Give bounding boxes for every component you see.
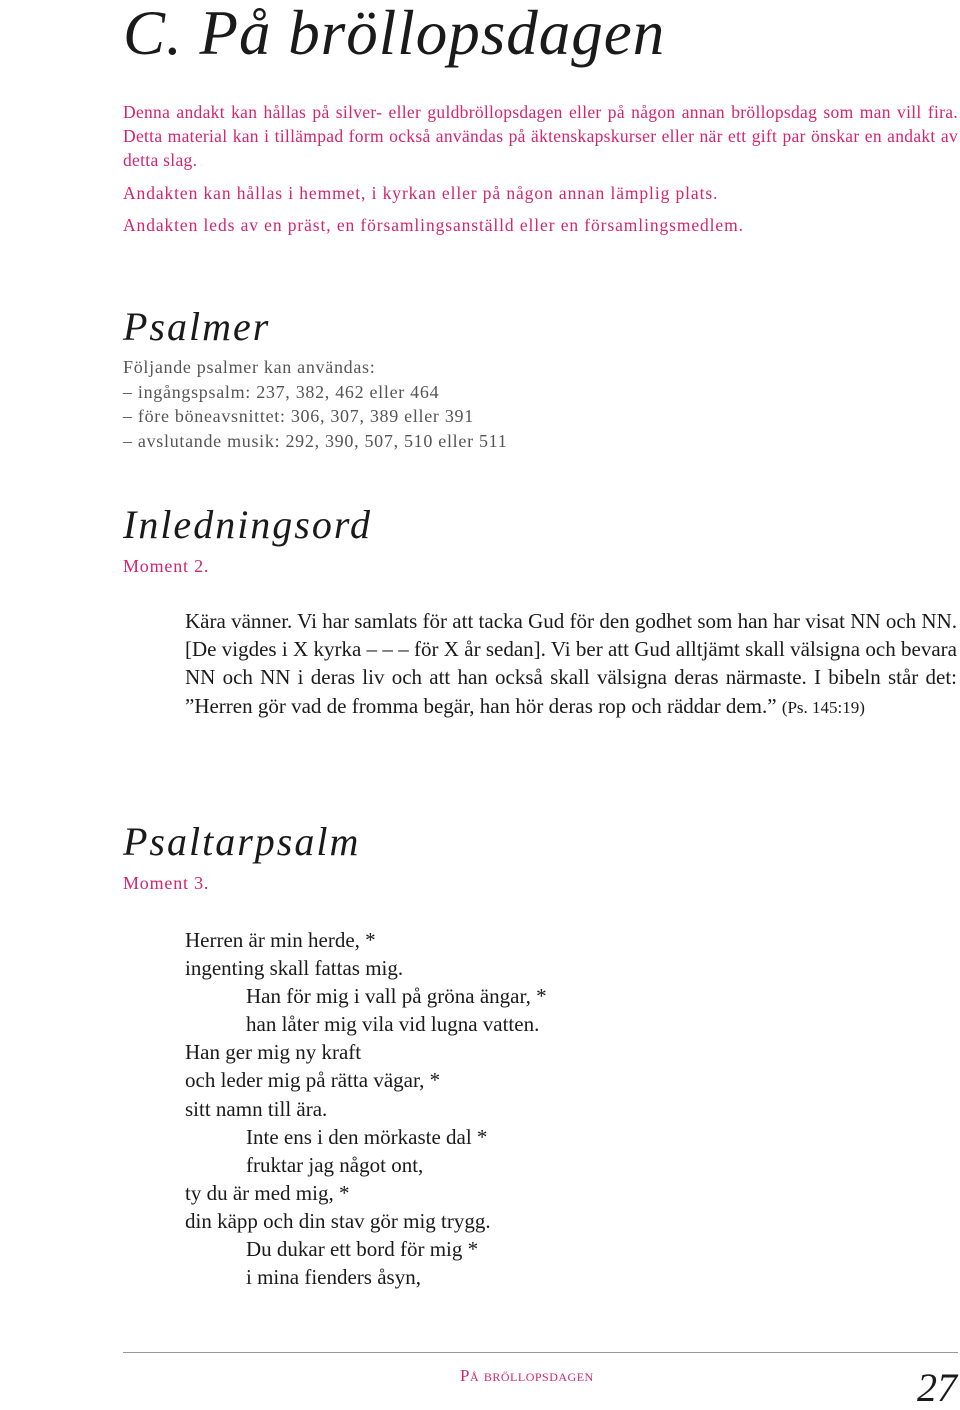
psalm-line: i mina fienders åsyn, xyxy=(246,1265,421,1290)
psalm-line: Han för mig i vall på gröna ängar, * xyxy=(246,984,547,1009)
intro-paragraph: Denna andakt kan hållas på silver- eller guldbröllopsdagen eller på någon annan bröllopsdag som man vill fira. Detta material kan i tillämpad form också användas på äktenskapskurser eller när ett gift par önskar en andakt av detta slag. xyxy=(123,102,958,170)
page-number: 27 xyxy=(917,1365,957,1410)
footer-divider xyxy=(123,1352,958,1353)
intro-leader: Andakten leds av en präst, en församlingsanställd eller en församlingsmedlem. xyxy=(123,215,744,235)
running-title xyxy=(460,1366,594,1386)
psalm-line: Inte ens i den mörkaste dal * xyxy=(246,1124,488,1149)
psalm-lines xyxy=(185,926,547,1291)
psalm-line: han låter mig vila vid lugna vatten. xyxy=(246,1012,540,1037)
inledningsord-heading: Inledningsord xyxy=(123,502,372,547)
psalm-line: Herren är min herde, * xyxy=(185,928,376,952)
inledningsord-text xyxy=(185,607,957,722)
psalmer-item: – avslutande musik: 292, 390, 507, 510 eller 511 xyxy=(123,430,508,451)
psaltarpsalm-heading: Psaltarpsalm xyxy=(123,819,361,864)
psalmer-lead: Följande psalmer kan användas: xyxy=(123,357,376,377)
psalmer-list xyxy=(123,355,507,453)
psalm-line: Du dukar ett bord för mig * xyxy=(246,1237,479,1262)
psaltarpsalm-moment: Moment 3. xyxy=(123,873,210,893)
page-title: C. På bröllopsdagen xyxy=(123,0,666,68)
psalm-line: sitt namn till ära. xyxy=(185,1096,328,1121)
psalm-line: ingenting skall fattas mig. xyxy=(185,956,404,981)
psalm-line: fruktar jag något ont, xyxy=(246,1152,424,1177)
psalm-line: Han ger mig ny kraft xyxy=(185,1040,362,1065)
bible-reference: (Ps. 145:19) xyxy=(781,697,865,717)
psalmer-item: – ingångspsalm: 237, 382, 462 eller 464 xyxy=(123,381,440,402)
psalm-line: din käpp och din stav gör mig trygg. xyxy=(185,1208,491,1233)
inledningsord-body: Kära vänner. Vi har samlats för att tacka Gud för den godhet som han har visat NN och NN. [De vigdes i X kyrka – – – för X år sedan]. Vi ber att Gud alltjämt skall välsigna och bevara NN och NN i deras liv och att han också skall välsigna deras närmaste. I bibeln står det: ”Herren gör vad de fromma begär, han hör deras rop och räddar dem.” xyxy=(185,609,957,718)
running-title-text: På bröllopsdagen xyxy=(460,1366,594,1385)
psalmer-heading: Psalmer xyxy=(123,304,271,349)
psalmer-item: – före böneavsnittet: 306, 307, 389 eller 391 xyxy=(123,406,474,426)
psalm-line: ty du är med mig, * xyxy=(185,1180,350,1205)
intro-place: Andakten kan hållas i hemmet, i kyrkan eller på någon annan lämplig plats. xyxy=(123,183,719,203)
psalm-line: och leder mig på rätta vägar, * xyxy=(185,1068,441,1093)
inledningsord-moment: Moment 2. xyxy=(123,556,210,576)
